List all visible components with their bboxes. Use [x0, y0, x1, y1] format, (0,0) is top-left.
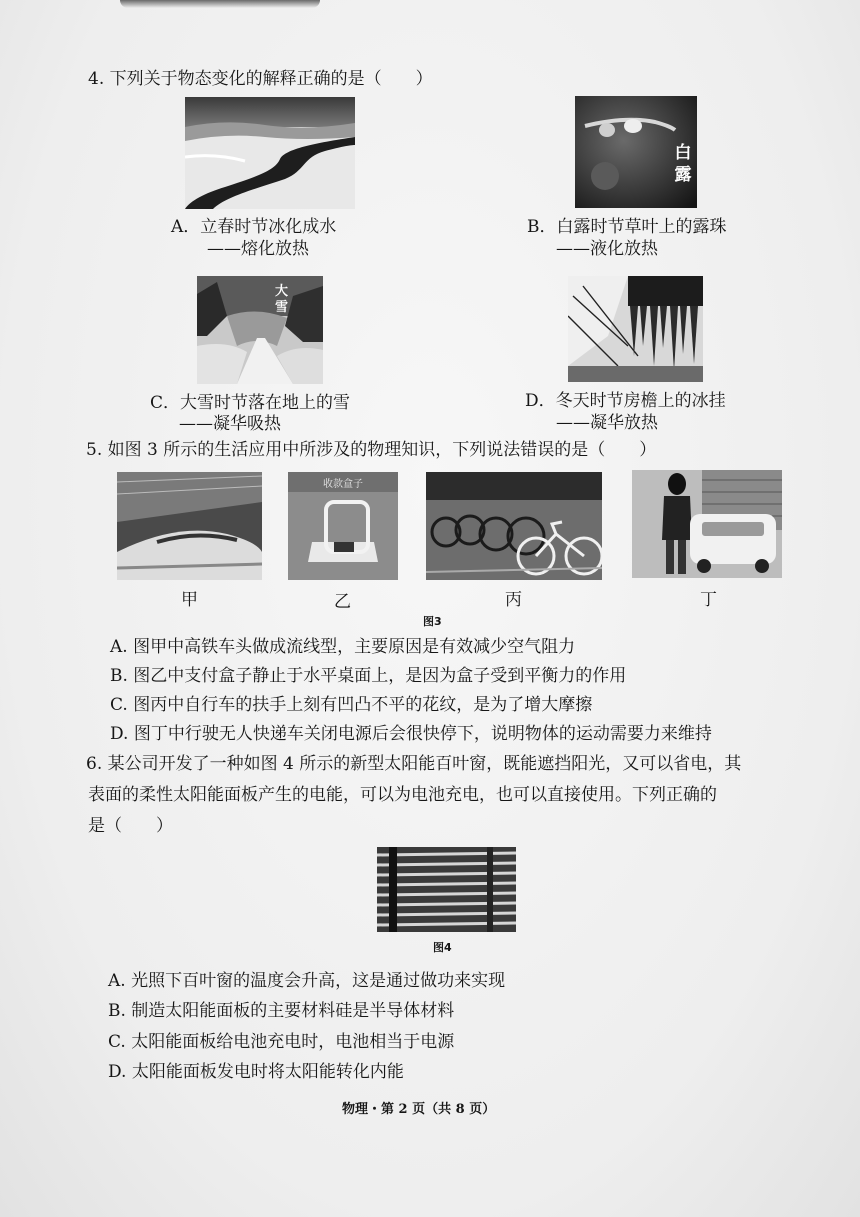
q4-photo-b-label: 白露: [674, 143, 692, 185]
q5-label-jia: 甲: [181, 590, 198, 610]
q4-option-b-line1: B．白露时节草叶上的露珠: [527, 217, 727, 237]
q5-photo-bing-bicycles: [426, 472, 602, 580]
q4-option-d-line2: ——凝华放热: [556, 413, 658, 433]
q4-option-c-line1: C．大雪时节落在地上的雪: [150, 393, 351, 413]
q5-option-d: D. 图丁中行驶无人快递车关闭电源后会很快停下，说明物体的运动需要力来维持: [110, 724, 712, 744]
q6-photo-solar-blinds: [377, 847, 516, 932]
q4-option-d-line1: D．冬天时节房檐上的冰挂: [525, 391, 726, 411]
scan-shadow: [120, 0, 320, 8]
q5-photo-jia-train: [117, 472, 262, 580]
q4-photo-c-label: 大雪: [275, 284, 289, 315]
q6-option-d: D. 太阳能面板发电时将太阳能转化内能: [108, 1062, 404, 1082]
q5-photo-ding-robot: [632, 470, 782, 578]
q5-option-c: C. 图丙中自行车的扶手上刻有凹凸不平的花纹，是为了增大摩擦: [110, 695, 593, 715]
q4-photo-d-icicles: [568, 276, 703, 382]
q5-photo-yi-pay-box: [288, 472, 398, 580]
q5-label-yi: 乙: [334, 592, 351, 612]
q4-option-b-line2: ——液化放热: [556, 239, 658, 259]
q5-label-ding: 丁: [700, 590, 717, 610]
q5-photo-yi-caption: 收款盒子: [323, 479, 363, 490]
q6-stem-line1: 6. 某公司开发了一种如图 4 所示的新型太阳能百叶窗，既能遮挡阳光，又可以省电，其: [86, 754, 742, 774]
q4-photo-b-dew: [575, 96, 697, 208]
q4-option-a-line1: A．立春时节冰化成水: [171, 217, 337, 237]
q4-stem: 4. 下列关于物态变化的解释正确的是（ ）: [88, 69, 433, 89]
q6-option-b: B. 制造太阳能面板的主要材料硅是半导体材料: [108, 1001, 455, 1021]
q6-figure-caption: 图4: [433, 941, 452, 954]
q5-option-a: A. 图甲中高铁车头做成流线型，主要原因是有效减少空气阻力: [110, 637, 576, 657]
q5-figure-caption: 图3: [423, 615, 442, 628]
q4-photo-a-thaw-river: [185, 97, 355, 209]
q5-stem: 5. 如图 3 所示的生活应用中所涉及的物理知识，下列说法错误的是（ ）: [86, 440, 657, 460]
q4-option-c-line2: ——凝华吸热: [179, 414, 281, 434]
q4-option-a-line2: ——熔化放热: [207, 239, 309, 259]
q5-option-b: B. 图乙中支付盒子静止于水平桌面上，是因为盒子受到平衡力的作用: [110, 666, 627, 686]
q6-stem-line3: 是（ ）: [88, 816, 173, 836]
q6-option-c: C. 太阳能面板给电池充电时，电池相当于电源: [108, 1032, 455, 1052]
page-footer: 物理・第 2 页（共 8 页）: [342, 1102, 496, 1117]
q5-label-bing: 丙: [505, 590, 522, 610]
q6-option-a: A. 光照下百叶窗的温度会升高，这是通过做功来实现: [108, 971, 506, 991]
q6-stem-line2: 表面的柔性太阳能面板产生的电能，可以为电池充电，也可以直接使用。下列正确的: [88, 785, 717, 805]
q4-photo-c-snow-road: [197, 276, 323, 384]
